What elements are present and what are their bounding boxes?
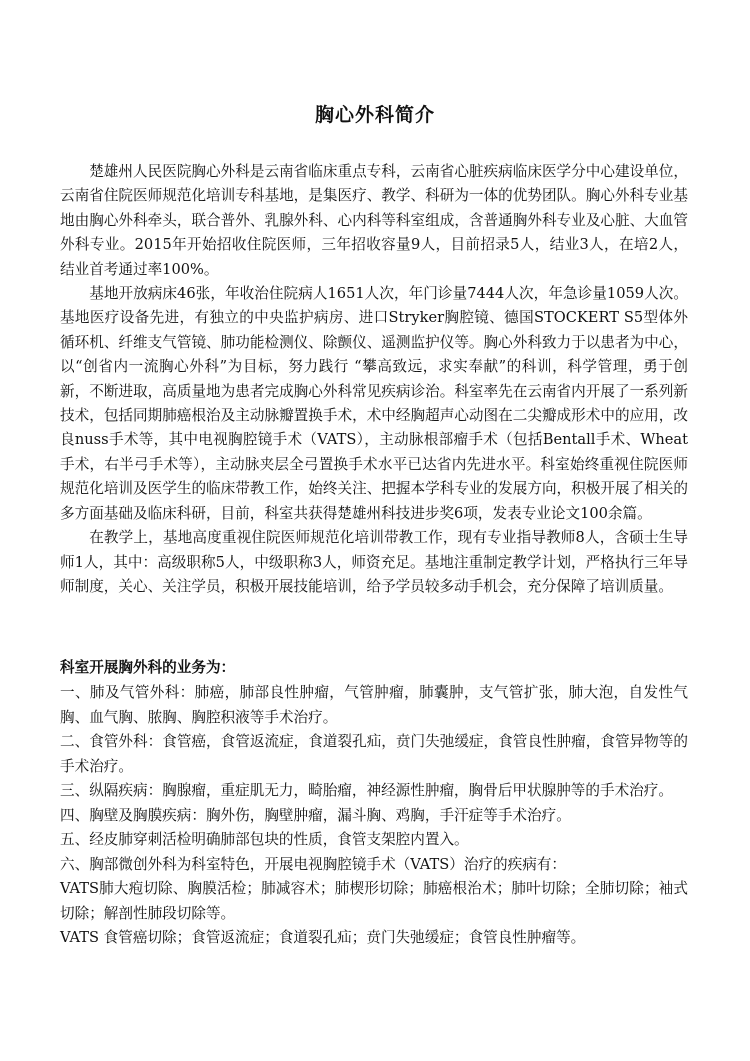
page-title: 胸心外科简介 xyxy=(314,104,435,126)
service-item: 六、胸部微创外科为科室特色，开展电视胸腔镜手术（VATS）治疗的疾病有： xyxy=(60,855,567,873)
service-item: 四、胸壁及胸膜疾病：胸外伤，胸壁肿瘤，漏斗胸、鸡胸，手汗症等手术治疗。 xyxy=(60,806,571,824)
service-item: 五、经皮肺穿刺活检明确肺部包块的性质，食管支架腔内置入。 xyxy=(60,831,469,848)
section-heading: 科室开展胸外科的业务为： xyxy=(60,659,236,676)
service-item: VATS肺大疱切除、胸膜活检；肺减容术；肺楔形切除；肺癌根治术；肺叶切除；全肺切除；袖式切除；解剖性肺段切除等。 xyxy=(60,880,688,922)
services-list xyxy=(60,681,688,951)
intro-paragraph-3: 在教学上，基地高度重视住院医师规范化培训带教工作，现有专业指导教师8人，含硕士生导师1人，其中：高级职称5人，中级职称3人，师资充足。基地注重制定教学计划，严格执行三年导师制度，关心、关注学员，积极开展技能培训，给予学员较多动手机会，充分保障了培训质量。 xyxy=(60,529,688,595)
service-item: 一、肺及气管外科：肺癌，肺部良性肿瘤，气管肿瘤，肺囊肿，支气管扩张，肺大泡，自发性气胸、血气胸、脓胸、胸腔积液等手术治疗。 xyxy=(60,684,688,726)
service-item: 二、食管外科：食管癌，食管返流症，食道裂孔疝，贲门失弛缓症，食管良性肿瘤，食管异物等的手术治疗。 xyxy=(60,733,688,775)
service-item: VATS 食管癌切除；食管返流症；食道裂孔疝；贲门失弛缓症；食管良性肿瘤等。 xyxy=(60,929,586,946)
intro-paragraph-1: 楚雄州人民医院胸心外科是云南省临床重点专科，云南省心脏疾病临床医学分中心建设单位，云南省住院医师规范化培训专科基地，是集医疗、教学、科研为一体的优势团队。胸心外科专业基地由胸心外科牵头，联合普外、乳腺外科、心内科等科室组成，含普通胸外科专业及心脏、大血管外科专业。2015年开始招收住院医师，三年招收容量9人，目前招录5人，结业3人，在培2人，结业首考通过率100%。 xyxy=(60,163,688,278)
intro-body xyxy=(60,160,688,599)
intro-paragraph-2: 基地开放病床46张，年收治住院病人1651人次，年门诊量7444人次，年急诊量1059人次。基地医疗设备先进，有独立的中央监护病房、进口Stryker胸腔镜、德国STOCKERT S5型体外循环机、纤维支气管镜、肺功能检测仪、除颤仪、遥测监护仪等。胸心外科致力于以患者为中心，以“创省内一流胸心外科”为目标，努力践行 “攀高致远，求实奉献”的科训，科学管理，勇于创新，不断进取，高质量地为患者完成胸心外科常见疾病诊治。科室率先在云南省内开展了一系列新技术，包括同期肺癌根治及主动脉瓣置换手术，术中经胸超声心动图在二尖瓣成形术中的应用，改良nuss手术等，其中电视胸腔镜手术（VATS），主动脉根部瘤手术（包括Bentall手术、Wheat手术，右半弓手术等），主动脉夹层全弓置换手术水平已达省内先进水平。科室始终重视住院医师规范化培训及医学生的临床带教工作，始终关注、把握本学科专业的发展方向，积极开展了相关的多方面基础及临床科研，目前，科室共获得楚雄州科技进步奖6项，发表专业论文100余篇。 xyxy=(60,285,688,522)
service-item: 三、纵隔疾病：胸腺瘤，重症肌无力，畸胎瘤，神经源性肿瘤，胸骨后甲状腺肿等的手术治疗。 xyxy=(60,782,673,799)
